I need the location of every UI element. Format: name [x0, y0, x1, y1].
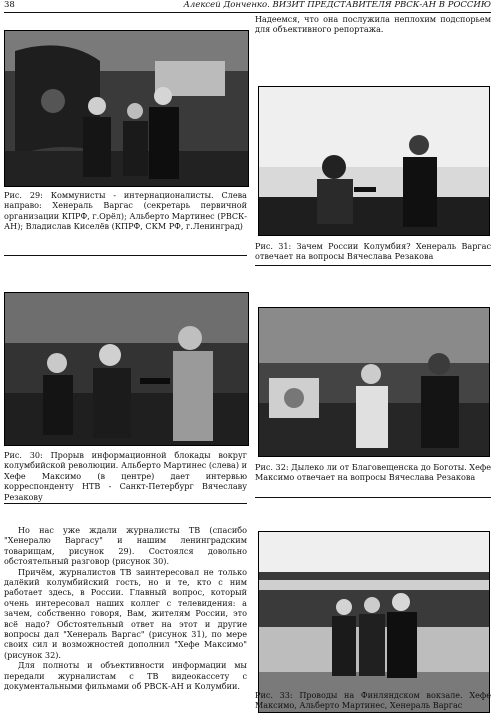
paragraph: Но нас уже ждали журналисты ТВ (спасибо "Хенералю Варгасу" и нашим ленинградским товарищам, рисунок 29). Состоялся довольно обстоятельный разговор (рисунок 30). [4, 525, 247, 567]
intro-text: Надеемся, что она послужила неплохим подспорьем для объективного репортажа. [255, 14, 491, 35]
page-number: 38 [4, 0, 15, 10]
figure-29-caption: Рис. 29: Коммунисты - интернационалисты. Слева направо: Хенераль Варгас (секретарь первичной организации КПРФ, г.Орёл); Альберто Мартинес (РВСК-АН); Владислав Киселёв (КПРФ, СКМ РФ, г.Ленинград) [4, 190, 248, 232]
figure-33-photo [258, 531, 490, 713]
caption-divider [255, 497, 491, 498]
running-title: Алексей Донченко. ВИЗИТ ПРЕДСТАВИТЕЛЯ РВСК-АН В РОССИЮ [183, 0, 491, 10]
figure-30-photo [4, 292, 249, 446]
caption-divider [4, 503, 247, 504]
caption-divider [255, 265, 491, 266]
figure-31-caption: Рис. 31: Зачем России Колумбия? Хенераль Варгас отвечает на вопросы Вячеслава Резакова [255, 241, 491, 262]
figure-32-photo [258, 307, 490, 457]
figure-33-caption: Рис. 33: Проводы на Финляндском вокзале. Хефе Максимо, Альберто Мартинес, Хенераль Варгас [255, 690, 491, 711]
figure-30-caption: Рис. 30: Прорыв информационной блокады вокруг колумбийской революции. Альберто Мартинес (слева) и Хефе Максимо (в центре) дает интервью корреспонденту НТВ - Санкт-Петербург Вячеславу Резакову [4, 450, 247, 502]
running-header [4, 0, 491, 13]
paragraph: Причём, журналистов ТВ заинтересовал не только далёкий колумбийский гость, но и те, кто с ним работает здесь, в России. Главный вопрос, который очень интересовал наших коллег с телевидения: а зачем, собственно говоря, Вам, жителям России, это всё надо? Обстоятельный ответ на этот и другие вопросы дал "Хенераль Варгас" (рисунок 31), по мере своих сил и возможностей дополнил "Хефе Максимо" (рисунок 32). [4, 566, 247, 660]
paragraph: Для полноты и объективности информации мы передали журналистам с ТВ видеокассету с документальными фильмами об РВСК-АН и Колумбии. [4, 660, 247, 692]
figure-29-photo [4, 30, 249, 187]
figure-31-photo [258, 86, 490, 236]
body-text [4, 525, 247, 692]
caption-divider [4, 255, 247, 256]
figure-32-caption: Рис. 32: Дылеко ли от Благовещенска до Боготы. Хефе Максимо отвечает на вопросы Вячеслава Резакова [255, 462, 491, 483]
